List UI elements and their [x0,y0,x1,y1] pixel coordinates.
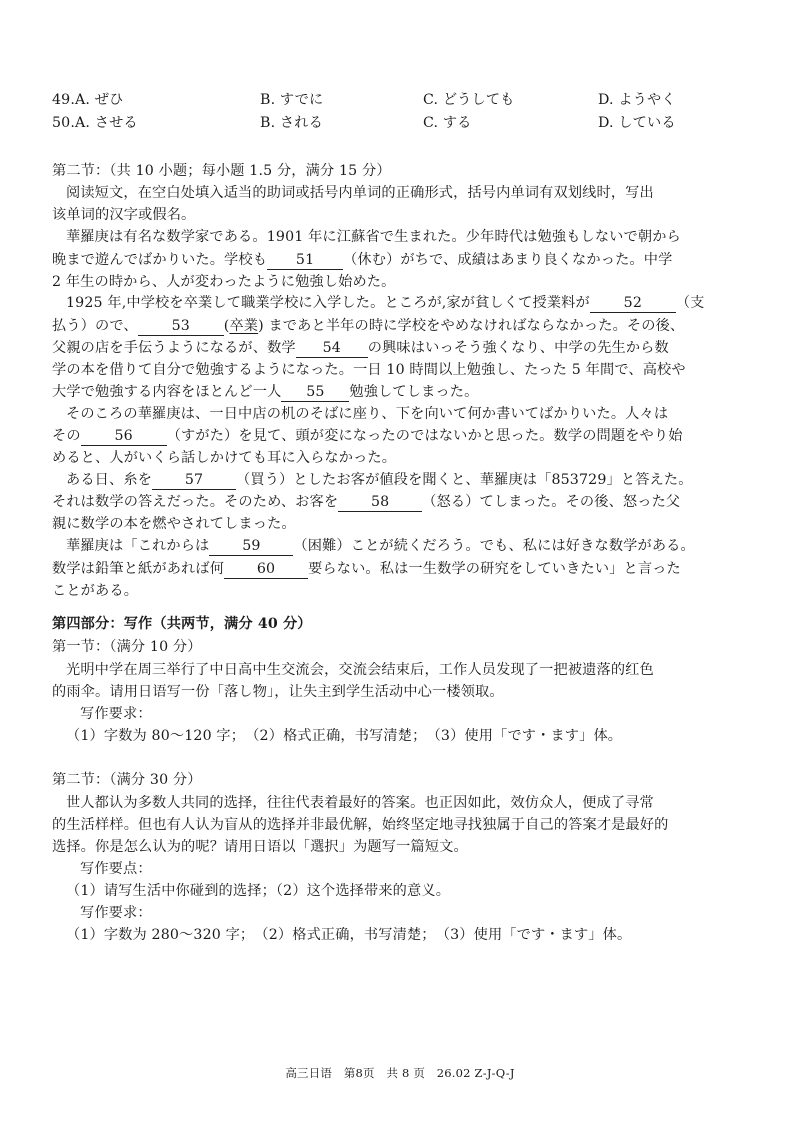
blank-60[interactable]: 60 [224,561,308,579]
q50-d: D. している [598,115,676,131]
task-2-line: 的生活样样。但也有人认为盲从的选择并非最优解，始终坚定地寻找独属于自己的答案才是最好的 [52,817,669,833]
passage-line: 華羅庚は有名な数学家である。1901 年に江蘇省で生まれた。少年時代は勉強もしないで朝から [66,229,681,245]
blank-54[interactable]: 54 [296,340,368,358]
task-2-requirements: （1）字数为 280～320 字； （2）格式正确，书写清楚； （3）使用「です・ます」体。 [66,927,632,943]
passage-line: 父親の店を手伝うようになるが、数学 54 の興味はいっそう強くなり、中学の先生から数 [52,340,669,356]
section-2-header: 第二节：（共 10 小题；每小题 1.5 分，满分 15 分） [52,163,391,179]
blank-58[interactable]: 58 [338,494,422,512]
q50-a: 50.A. させる [52,115,138,131]
passage-line: 晩まで遊んでばかりいた。学校も 51 （休む）がちで、成績はあまり良くなかった。中学 [52,252,673,268]
passage-line: 数学は鉛筆と紙があれば何 60 要らない。私は一生数学の研究をしていきたい」と言った [52,561,681,577]
passage-line: 払う）ので、 53 (卒業) まであと半年の時に学校をやめなければならなかった。その後、 [52,318,685,334]
q50-b: B. される [260,115,323,131]
passage-line: ある日、糸を 57 （買う）としたお客が値段を聞くと、華羅庚は「853729」と答えた。 [66,472,693,488]
passage-line: 2 年生の時から、人が変わったように勉強し始めた。 [52,274,396,290]
section-2-instruction-1: 阅读短文，在空白处填入适当的助词或括号内单词的正确形式，括号内单词有双划线时，写出 [66,185,654,201]
blank-51[interactable]: 51 [267,252,343,270]
part-4-section-1-header: 第一节：（满分 10 分） [52,639,202,655]
passage-line: 学の本を借りて自分で勉強するようになった。一日 10 時間以上勉強し、たった 5 年間で、高校や [52,362,686,378]
blank-52[interactable]: 52 [590,295,676,313]
blank-56[interactable]: 56 [81,428,167,446]
task-1-requirements: （1）字数为 80～120 字； （2）格式正确，书写清楚； （3）使用「です・ます」体。 [66,728,623,744]
passage-line: めると、人がいくら話しかけても耳に入らなかった。 [52,450,397,466]
task-1-line: 的雨伞。请用日语写一份「落し物」，让失主到学生活动中心一楼领取。 [52,684,504,700]
passage-line: 親に数学の本を燃やされてしまった。 [52,516,296,532]
passage-line: 大学で勉強する内容をほとんど一人 55 勉強してしまった。 [52,384,479,400]
passage-line: それは数学の答えだった。そのため、お客を 58 （怒る）てしまった。その後、怒った父 [52,494,681,510]
passage-line: 華羅庚は「これからは 59 （困難）ことが続くだろう。でも、私には好きな数学がある。 [66,538,695,554]
q49-a: 49.A. ぜひ [52,92,124,108]
double-underlined-word: 卒業 [229,318,259,334]
task-2-line: 世人都认为多数人共同的选择，往往代表着最好的答案。也正因如此，效仿众人，便成了寻常 [66,795,654,811]
passage-line: その 56 （すがた）を見て、頭が変になったのではないかと思った。数学の問題をやり始 [52,428,683,444]
task-2-points: （1）请写生活中你碰到的选择；（2）这个选择带来的意义。 [66,883,451,899]
blank-55[interactable]: 55 [281,384,349,402]
task-1-line: 光明中学在周三举行了中日高中生交流会，交流会结束后，工作人员发现了一把被遗落的红色 [66,662,654,678]
q49-c: C. どうしても [423,92,515,108]
passage-line: ことがある。 [52,583,139,599]
page-footer: 高三日语 第8页 共 8 页 26.02 Z-J-Q-J [285,1066,515,1080]
task-2-requirements-label: 写作要求： [80,905,152,921]
task-1-requirements-label: 写作要求： [80,706,152,722]
part-4-header: 第四部分：写作（共两节，满分 40 分） [52,616,312,632]
passage-line: そのころの華羅庚は、一日中店の机のそばに座り、下を向いて何か書いてばかりいた。人々は [66,406,669,422]
blank-57[interactable]: 57 [152,472,236,490]
blank-59[interactable]: 59 [209,538,293,556]
q49-d: D. ようやく [598,92,676,108]
task-2-points-label: 写作要点： [80,861,152,877]
passage-line: 1925 年,中学校を卒業して職業学校に入学した。ところが,家が貧しくて授業料が 52 （支 [66,295,705,311]
blank-53[interactable]: 53 [138,318,224,336]
task-2-line: 选择。你是怎么认为的呢？请用日语以「選択」为题写一篇短文。 [52,839,468,855]
part-4-section-2-header: 第二节：（满分 30 分） [52,772,202,788]
q50-c: C. する [423,115,472,131]
q49-b: B. すでに [260,92,324,108]
section-2-instruction-2: 该单词的汉字或假名。 [52,207,196,223]
